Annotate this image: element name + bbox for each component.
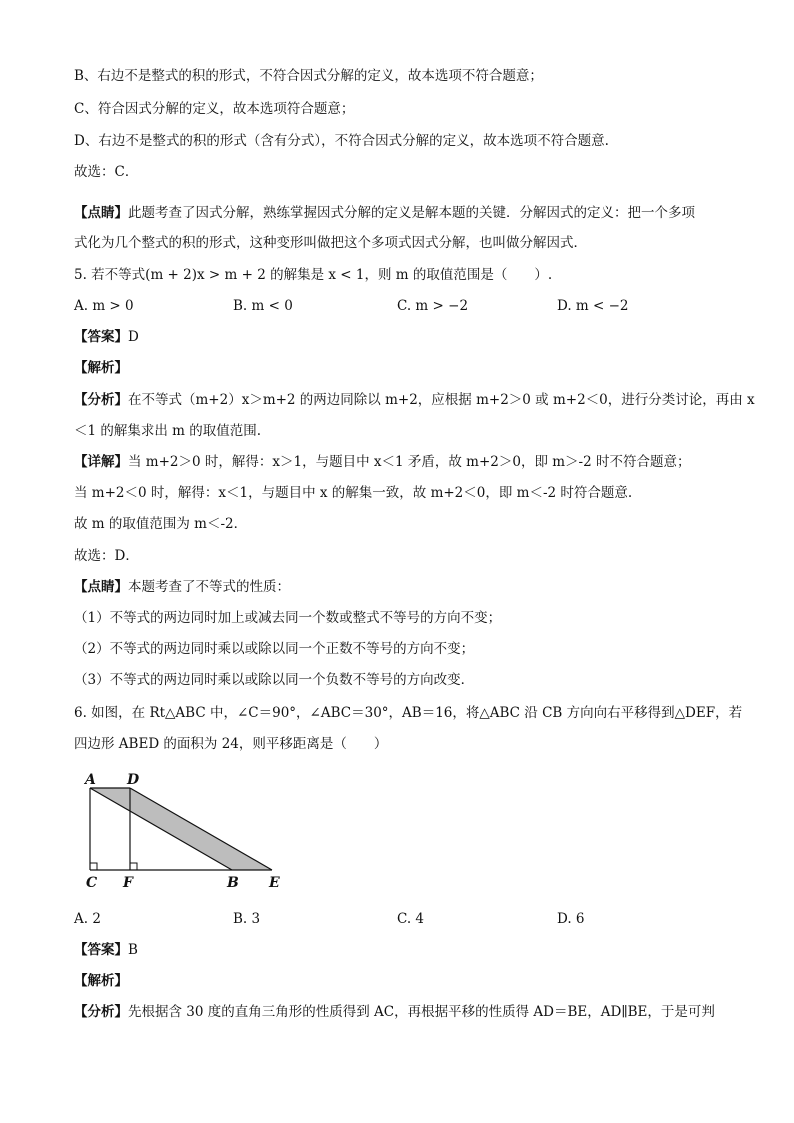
question-6-cont: 四边形 ABED 的面积为 24，则平移距离是（ ） — [74, 736, 388, 752]
q6-option-b: B. 3 — [233, 911, 261, 927]
detail-text: 当 m+2＞0 时，解得：x＞1，与题目中 x＜1 矛盾，故 m+2＞0，即 m＞-2 时不符合题意； — [128, 454, 691, 470]
label-b: B — [227, 875, 239, 891]
q6-option-d: D. 6 — [557, 911, 585, 927]
hypotenuse-de — [130, 788, 272, 870]
text-line-d: D、右边不是整式的积的形式（含有分式），不符合因式分解的定义，故本选项不符合题意. — [74, 133, 609, 149]
q5-detail-4: 故选：D． — [74, 548, 139, 564]
hypotenuse-ab — [90, 788, 232, 870]
analysis-tag-6: 【分析】 — [74, 1004, 128, 1020]
q5-jiexi-tag: 【解析】 — [74, 360, 128, 376]
q6-answer — [74, 940, 138, 960]
q6-option-c: C. 4 — [397, 911, 425, 927]
q5-answer — [74, 327, 139, 347]
question-6: 6. 如图，在 Rt△ABC 中，∠C＝90°，∠ABC＝30°，AB＝16，将△ABC 沿 CB 方向向右平移得到△DEF，若 — [74, 705, 743, 721]
property-1: （1）不等式的两边同时加上或减去同一个数或整式不等号的方向不变； — [74, 610, 502, 626]
dianjing-tag: 【点睛】 — [74, 205, 128, 221]
analysis-text-6: 先根据含 30 度的直角三角形的性质得到 AC，再根据平移的性质得 AD＝BE，AD∥BE，于是可判 — [128, 1004, 715, 1020]
detail-tag: 【详解】 — [74, 454, 128, 470]
q5-analysis-cont: ＜1 的解集求出 m 的取值范围. — [74, 423, 262, 439]
answer-tag: 【答案】 — [74, 329, 128, 345]
analysis-text: 在不等式（m+2）x＞m+2 的两边同除以 m+2，应根据 m+2＞0 或 m+2＜0，进行分类讨论，再由 x — [128, 392, 755, 408]
answer-value: D — [128, 329, 139, 345]
q5-option-d: D. m < −2 — [557, 298, 629, 314]
right-angle-c — [90, 863, 97, 870]
q5-option-a: A. m > 0 — [74, 298, 134, 314]
answer-tag-6: 【答案】 — [74, 942, 128, 958]
text-line-b: B、右边不是整式的积的形式，不符合因式分解的定义，故本选项不符合题意； — [74, 68, 543, 84]
right-angle-f — [130, 863, 137, 870]
translation-figure — [74, 762, 294, 894]
text-line-answer-choice: 故选：C． — [74, 164, 139, 180]
text-line-c: C、符合因式分解的定义，故本选项符合题意； — [74, 101, 355, 117]
dianjing-paragraph — [74, 203, 695, 223]
question-5: 5. 若不等式(m + 2)x > m + 2 的解集是 x < 1，则 m 的取值范围是（ ）. — [74, 267, 553, 283]
q5-analysis — [74, 390, 755, 410]
dianjing-tag-2: 【点睛】 — [74, 579, 128, 595]
analysis-tag: 【分析】 — [74, 392, 128, 408]
property-3: （3）不等式的两边同时乘以或除以同一个负数不等号的方向改变． — [74, 672, 475, 688]
label-d: D — [127, 772, 140, 788]
label-a: A — [85, 772, 96, 788]
q6-option-a: A. 2 — [74, 911, 101, 927]
q5-detail — [74, 452, 690, 472]
property-2: （2）不等式的两边同时乘以或除以同一个正数不等号的方向不变； — [74, 641, 475, 657]
q5-dianjing — [74, 577, 290, 597]
q5-detail-2: 当 m+2＜0 时，解得：x＜1，与题目中 x 的解集一致，故 m+2＜0，即 m＜-2 时符合题意. — [74, 485, 633, 501]
answer-value-6: B — [128, 942, 138, 958]
q6-analysis — [74, 1002, 715, 1022]
dianjing-text: 此题考查了因式分解，熟练掌握因式分解的定义是解本题的关键．分解因式的定义：把一个多项 — [128, 205, 695, 221]
q5-option-b: B. m < 0 — [233, 298, 293, 314]
shaded-parallelogram — [90, 788, 272, 870]
q5-option-c: C. m > −2 — [397, 298, 469, 314]
label-e: E — [269, 875, 280, 891]
dianjing-text-2: 本题考查了不等式的性质： — [128, 579, 290, 595]
label-c: C — [86, 875, 98, 891]
dianjing-text-cont: 式化为几个整式的积的形式，这种变形叫做把这个多项式因式分解，也叫做分解因式． — [74, 235, 587, 251]
q6-jiexi-tag: 【解析】 — [74, 973, 128, 989]
q5-detail-3: 故 m 的取值范围为 m＜-2． — [74, 516, 248, 532]
label-f: F — [123, 875, 133, 891]
